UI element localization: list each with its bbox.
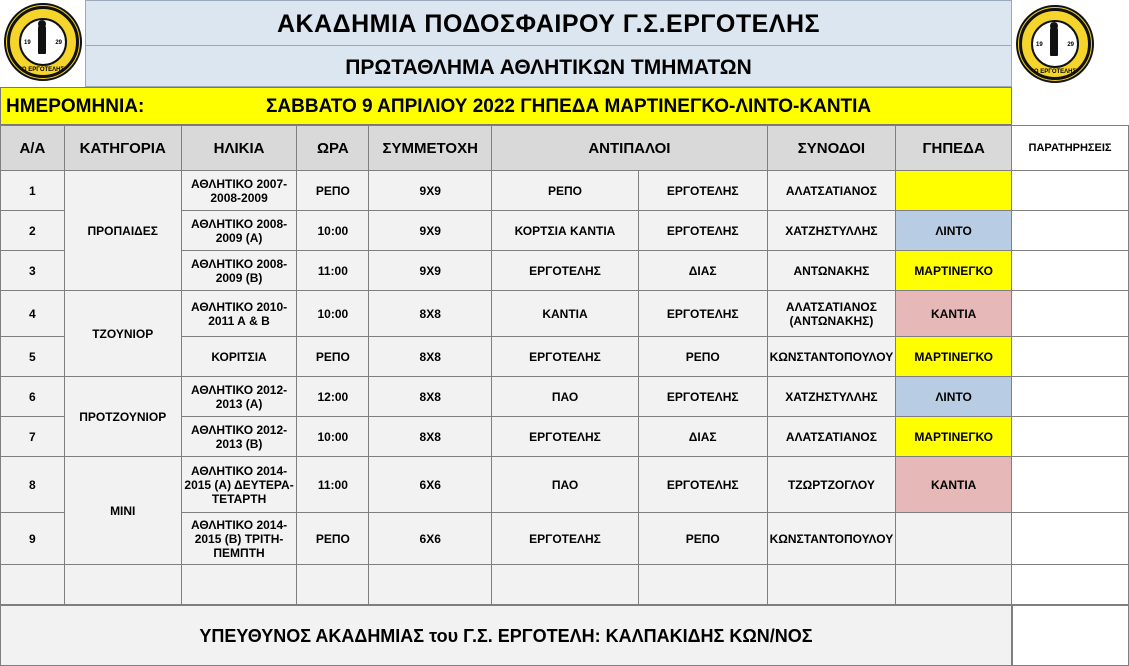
cell-time: 10:00 xyxy=(297,291,369,337)
cell-notes xyxy=(1012,457,1129,513)
cell-home: ΕΡΓΟΤΕΛΗΣ xyxy=(492,513,639,565)
cell-category: ΠΡΟΤΖΟΥΝΙΟΡ xyxy=(64,377,181,457)
table-row xyxy=(1,457,1129,513)
cell-time: 11:00 xyxy=(297,457,369,513)
cell-away: ΔΙΑΣ xyxy=(638,417,767,457)
cell-empty xyxy=(297,565,369,605)
cell-empty xyxy=(64,565,181,605)
cell-empty xyxy=(767,565,896,605)
date-label: ΗΜΕΡΟΜΗΝΙΑ: xyxy=(6,96,145,117)
cell-format: 9Χ9 xyxy=(369,251,492,291)
cell-age: ΑΘΛΗΤΙΚΟ 2014-2015 (Α) ΔΕΥΤΕΡΑ-ΤΕΤΑΡΤΗ xyxy=(181,457,297,513)
cell-field: ΜΑΡΤΙΝΕΓΚΟ xyxy=(896,337,1012,377)
page-subtitle: ΠΡΩΤΑΘΛΗΜΑ ΑΘΛΗΤΙΚΩΝ ΤΜΗΜΑΤΩΝ xyxy=(85,46,1012,87)
logo-year-right: 29 xyxy=(1067,42,1074,48)
cell-notes xyxy=(1012,171,1129,211)
cell-coach: ΑΛΑΤΣΑΤΙΑΝΟΣ (ΑΝΤΩΝΑΚΗΣ) xyxy=(767,291,896,337)
cell-coach: ΧΑΤΖΗΣΤΥΛΛΗΣ xyxy=(767,211,896,251)
col-coaches: ΣΥΝΟΔΟΙ xyxy=(767,126,896,171)
cell-empty xyxy=(638,565,767,605)
cell-home: ΕΡΓΟΤΕΛΗΣ xyxy=(492,337,639,377)
col-age: ΗΛΙΚΙΑ xyxy=(181,126,297,171)
empty-row xyxy=(1,565,1129,605)
col-opponents: ΑΝΤΙΠΑΛΟΙ xyxy=(492,126,767,171)
cell-category: ΤΖΟΥΝΙΟΡ xyxy=(64,291,181,377)
col-notes: ΠΑΡΑΤΗΡΗΣΕΙΣ xyxy=(1012,126,1129,171)
cell-field xyxy=(896,171,1012,211)
cell-notes xyxy=(1012,251,1129,291)
cell-field: ΚΑΝΤΙΑ xyxy=(896,291,1012,337)
date-row xyxy=(0,87,1012,125)
cell-coach: ΚΩΝΣΤΑΝΤΟΠΟΥΛΟΥ xyxy=(767,513,896,565)
cell-format: 8Χ8 xyxy=(369,291,492,337)
cell-aa: 2 xyxy=(1,211,65,251)
cell-away: ΕΡΓΟΤΕΛΗΣ xyxy=(638,171,767,211)
cell-category: ΠΡΟΠΑΙΔΕΣ xyxy=(64,171,181,291)
cell-time: 12:00 xyxy=(297,377,369,417)
cell-category: ΜΙΝΙ xyxy=(64,457,181,565)
cell-empty xyxy=(1012,565,1129,605)
cell-age: ΚΟΡΙΤΣΙΑ xyxy=(181,337,297,377)
cell-format: 8Χ8 xyxy=(369,337,492,377)
cell-age: ΑΘΛΗΤΙΚΟ 2012-2013 (Α) xyxy=(181,377,297,417)
table-row xyxy=(1,291,1129,337)
cell-away: ΔΙΑΣ xyxy=(638,251,767,291)
cell-field xyxy=(896,513,1012,565)
cell-home: ΕΡΓΟΤΕΛΗΣ xyxy=(492,417,639,457)
cell-age: ΑΘΛΗΤΙΚΟ 2008-2009 (Β) xyxy=(181,251,297,291)
cell-age: ΑΘΛΗΤΙΚΟ 2014-2015 (Β) ΤΡΙΤΗ-ΠΕΜΠΤΗ xyxy=(181,513,297,565)
cell-notes xyxy=(1012,337,1129,377)
cell-coach: ΑΛΑΤΣΑΤΙΑΝΟΣ xyxy=(767,417,896,457)
col-time: ΩΡΑ xyxy=(297,126,369,171)
cell-notes xyxy=(1012,417,1129,457)
cell-age: ΑΘΛΗΤΙΚΟ 2010-2011 Α & Β xyxy=(181,291,297,337)
cell-field: ΛΙΝΤΟ xyxy=(896,377,1012,417)
cell-aa: 8 xyxy=(1,457,65,513)
cell-format: 8Χ8 xyxy=(369,417,492,457)
cell-aa: 6 xyxy=(1,377,65,417)
col-category: ΚΑΤΗΓΟΡΙΑ xyxy=(64,126,181,171)
cell-coach: ΚΩΝΣΤΑΝΤΟΠΟΥΛΟΥ xyxy=(767,337,896,377)
cell-empty xyxy=(896,565,1012,605)
cell-empty xyxy=(492,565,639,605)
logo-text: "Ο ΕΡΓΟΤΕΛΗΣ" xyxy=(19,67,67,73)
cell-home: ΠΑΟ xyxy=(492,377,639,417)
cell-format: 8Χ8 xyxy=(369,377,492,417)
logo-year-left: 19 xyxy=(24,40,31,46)
cell-notes xyxy=(1012,291,1129,337)
club-logo-right xyxy=(1016,5,1094,83)
cell-empty xyxy=(1,565,65,605)
cell-time: ΡΕΠΟ xyxy=(297,337,369,377)
cell-field: ΜΑΡΤΙΝΕΓΚΟ xyxy=(896,417,1012,457)
cell-away: ΕΡΓΟΤΕΛΗΣ xyxy=(638,211,767,251)
cell-home: ΕΡΓΟΤΕΛΗΣ xyxy=(492,251,639,291)
schedule-table xyxy=(0,125,1129,605)
page-title: ΑΚΑΔΗΜΙΑ ΠΟΔΟΣΦΑΙΡΟΥ Γ.Σ.ΕΡΓΟΤΕΛΗΣ xyxy=(85,0,1012,46)
cell-notes xyxy=(1012,377,1129,417)
cell-home: ΚΑΝΤΙΑ xyxy=(492,291,639,337)
cell-empty xyxy=(369,565,492,605)
cell-format: 9Χ9 xyxy=(369,211,492,251)
cell-format: 9Χ9 xyxy=(369,171,492,211)
table-header-row xyxy=(1,126,1129,171)
cell-age: ΑΘΛΗΤΙΚΟ 2007-2008-2009 xyxy=(181,171,297,211)
cell-away: ΡΕΠΟ xyxy=(638,513,767,565)
footer-empty-cell xyxy=(1012,605,1129,666)
club-logo-left xyxy=(4,3,82,81)
cell-notes xyxy=(1012,211,1129,251)
logo-text: "Ο ΕΡΓΟΤΕΛΗΣ" xyxy=(1031,69,1079,75)
academy-director: ΥΠΕΥΘΥΝΟΣ ΑΚΑΔΗΜΙΑΣ του Γ.Σ. ΕΡΓΟΤΕΛΗ: ΚΑΛΠΑΚΙΔΗΣ ΚΩΝ/ΝΟΣ xyxy=(0,605,1012,666)
cell-time: 10:00 xyxy=(297,211,369,251)
cell-field: ΛΙΝΤΟ xyxy=(896,211,1012,251)
cell-aa: 7 xyxy=(1,417,65,457)
cell-coach: ΧΑΤΖΗΣΤΥΛΛΗΣ xyxy=(767,377,896,417)
cell-time: ΡΕΠΟ xyxy=(297,513,369,565)
cell-field: ΜΑΡΤΙΝΕΓΚΟ xyxy=(896,251,1012,291)
cell-time: ΡΕΠΟ xyxy=(297,171,369,211)
cell-away: ΕΡΓΟΤΕΛΗΣ xyxy=(638,457,767,513)
cell-aa: 5 xyxy=(1,337,65,377)
cell-time: 11:00 xyxy=(297,251,369,291)
cell-coach: ΤΖΩΡΤΖΟΓΛΟΥ xyxy=(767,457,896,513)
cell-empty xyxy=(181,565,297,605)
table-row xyxy=(1,377,1129,417)
cell-format: 6Χ6 xyxy=(369,457,492,513)
logo-year-right: 29 xyxy=(55,40,62,46)
col-aa: Α/Α xyxy=(1,126,65,171)
cell-aa: 1 xyxy=(1,171,65,211)
cell-away: ΕΡΓΟΤΕΛΗΣ xyxy=(638,377,767,417)
cell-aa: 3 xyxy=(1,251,65,291)
date-value: ΣΑΒΒΑΤΟ 9 ΑΠΡΙΛΙΟΥ 2022 ΓΗΠΕΔΑ ΜΑΡΤΙΝΕΓΚΟ-ΛΙΝΤΟ-ΚΑΝΤΙΑ xyxy=(266,96,872,117)
col-field: ΓΗΠΕΔΑ xyxy=(896,126,1012,171)
logo-year-left: 19 xyxy=(1036,42,1043,48)
cell-field: ΚΑΝΤΙΑ xyxy=(896,457,1012,513)
cell-away: ΡΕΠΟ xyxy=(638,337,767,377)
table-row xyxy=(1,171,1129,211)
cell-aa: 4 xyxy=(1,291,65,337)
cell-age: ΑΘΛΗΤΙΚΟ 2008-2009 (Α) xyxy=(181,211,297,251)
cell-age: ΑΘΛΗΤΙΚΟ 2012-2013 (Β) xyxy=(181,417,297,457)
cell-home: ΡΕΠΟ xyxy=(492,171,639,211)
col-format: ΣΥΜΜΕΤΟΧΗ xyxy=(369,126,492,171)
cell-away: ΕΡΓΟΤΕΛΗΣ xyxy=(638,291,767,337)
cell-coach: ΑΝΤΩΝΑΚΗΣ xyxy=(767,251,896,291)
cell-aa: 9 xyxy=(1,513,65,565)
cell-notes xyxy=(1012,513,1129,565)
cell-time: 10:00 xyxy=(297,417,369,457)
cell-home: ΚΟΡΤΣΙΑ ΚΑΝΤΙΑ xyxy=(492,211,639,251)
cell-coach: ΑΛΑΤΣΑΤΙΑΝΟΣ xyxy=(767,171,896,211)
cell-home: ΠΑΟ xyxy=(492,457,639,513)
cell-format: 6Χ6 xyxy=(369,513,492,565)
